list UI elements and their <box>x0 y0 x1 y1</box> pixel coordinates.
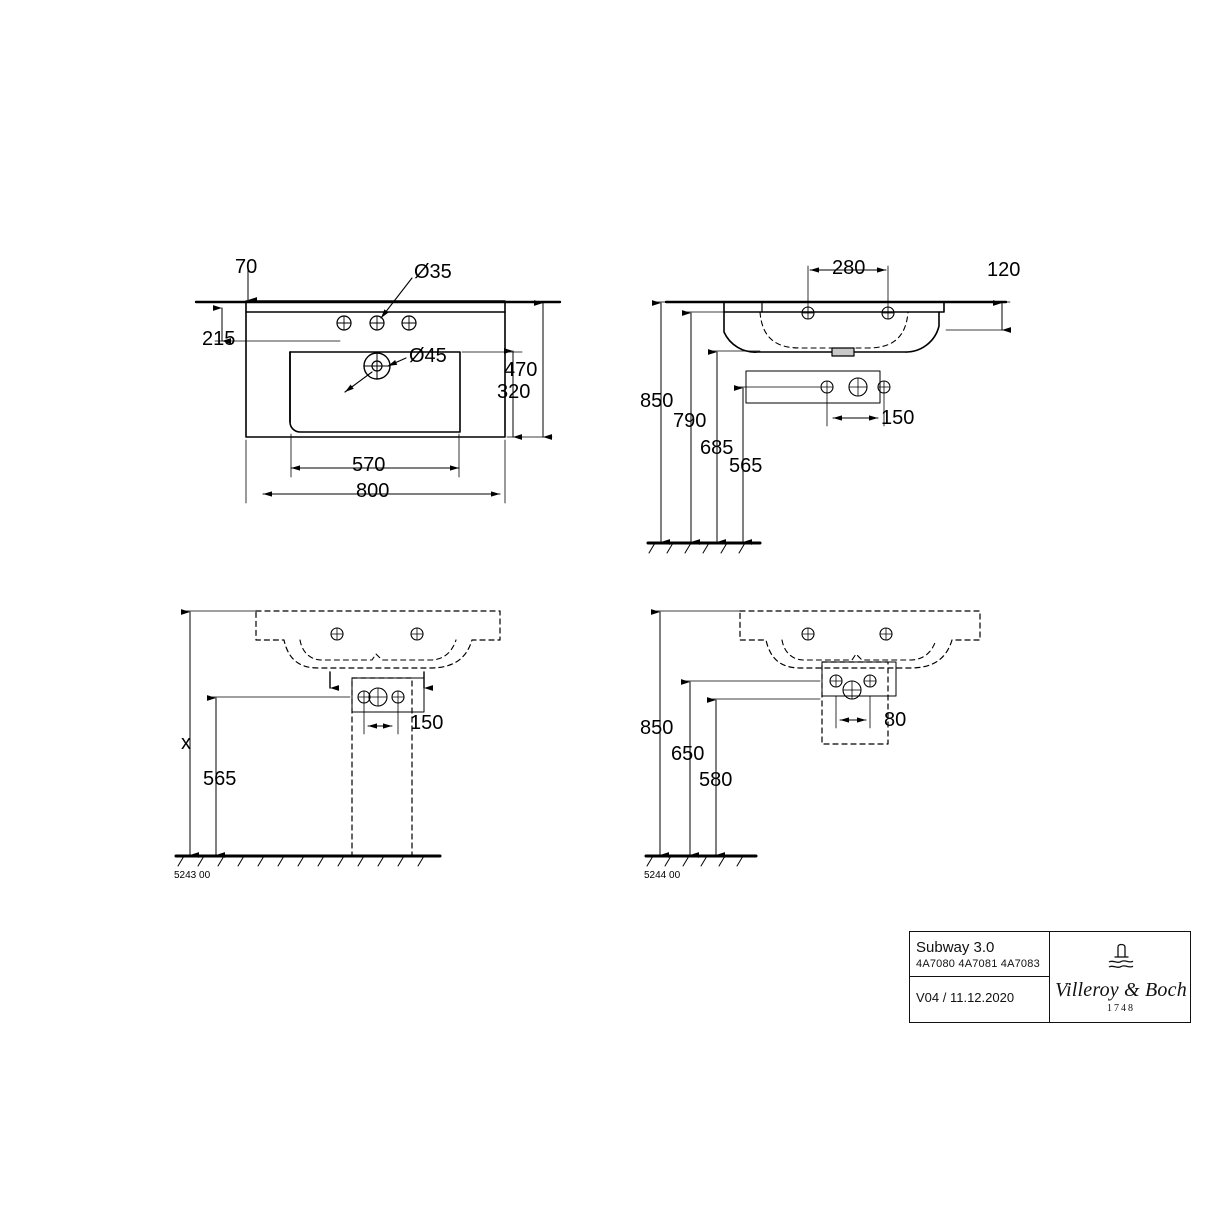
dim-label-580-plan5244: 580 <box>699 769 733 791</box>
title-block <box>909 931 1191 1023</box>
dim-label-565-plan5243: 565 <box>203 768 237 790</box>
plan-5243-dimensions <box>183 611 398 855</box>
plan-5244-dimensions <box>653 611 870 855</box>
plan-5243-geometry <box>176 611 500 866</box>
drawing-code-5243: 5243 00 <box>174 870 211 881</box>
dim-label-570: 570 <box>352 454 386 476</box>
dim-label-320: 320 <box>497 381 531 403</box>
dim-label-80-plan5244: 80 <box>884 709 907 731</box>
dim-label-850-plan5244: 850 <box>640 717 674 739</box>
dim-label-70: 70 <box>235 256 258 278</box>
title-block-info <box>910 932 1050 1022</box>
dim-label-470: 470 <box>504 359 538 381</box>
dim-label-800: 800 <box>356 480 390 502</box>
dim-label-685: 685 <box>700 437 734 459</box>
dim-label-650-plan5244: 650 <box>671 743 705 765</box>
dim-label-150-side: 150 <box>881 407 915 429</box>
title-block-divider <box>910 976 1049 977</box>
side-view-dimensions <box>654 266 1010 542</box>
article-numbers: 4A7080 4A7081 4A7083 <box>916 958 1040 970</box>
brand-name: Villeroy & Boch <box>1055 978 1187 1001</box>
dim-label-dia45: Ø45 <box>409 345 447 367</box>
brand-year: 1748 <box>1107 1002 1135 1014</box>
dim-label-120: 120 <box>987 259 1021 281</box>
dim-label-150-plan5243: 150 <box>410 712 444 734</box>
drawing-code-5244: 5244 00 <box>644 870 681 881</box>
dim-label-dia35: Ø35 <box>414 261 452 283</box>
dim-label-790: 790 <box>673 410 707 432</box>
dim-label-215: 215 <box>202 328 236 350</box>
dim-label-850: 850 <box>640 390 674 412</box>
revision-date: V04 / 11.12.2020 <box>916 990 1015 1005</box>
plan-5244-geometry <box>646 611 980 866</box>
product-name: Subway 3.0 <box>916 939 995 956</box>
dim-label-565: 565 <box>729 455 763 477</box>
brand-block <box>1050 932 1192 1022</box>
villeroy-boch-logo-icon <box>1101 943 1141 978</box>
dim-label-x: x <box>181 732 191 754</box>
dim-label-280: 280 <box>832 257 866 279</box>
